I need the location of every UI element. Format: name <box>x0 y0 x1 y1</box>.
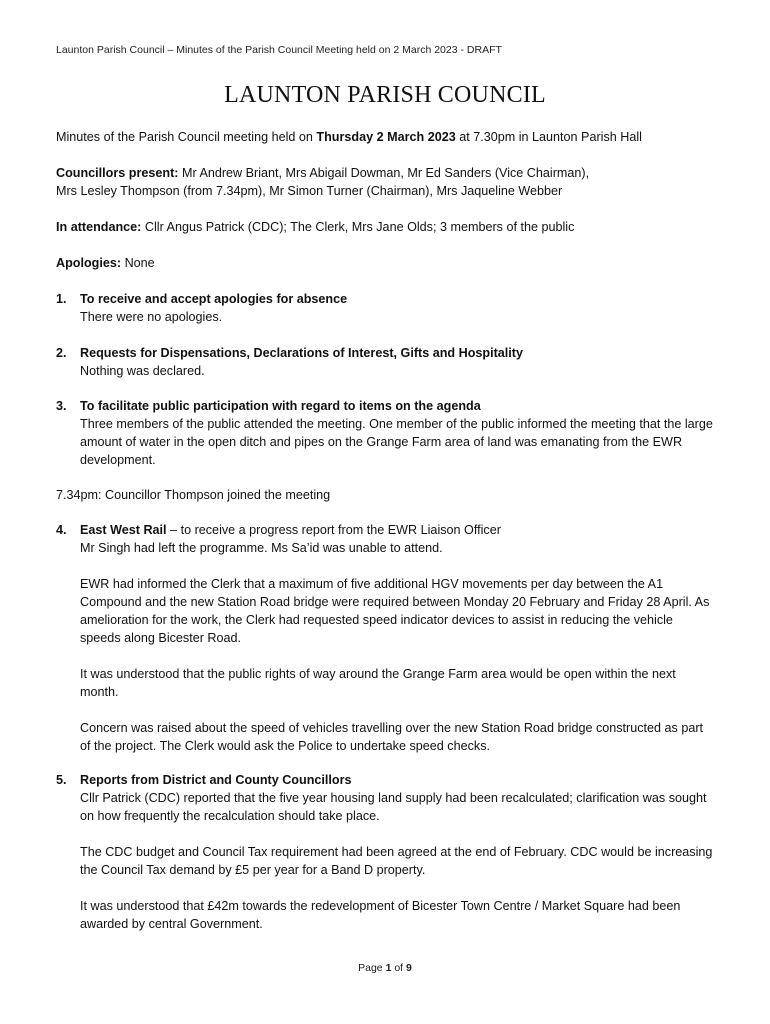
in-attendance <box>56 218 716 236</box>
item-number: 3. <box>56 399 67 413</box>
councillors-line-1: Mr Andrew Briant, Mrs Abigail Dowman, Mr Ed Sanders (Vice Chairman), <box>178 166 590 180</box>
councillors-line-2: Mrs Lesley Thompson (from 7.34pm), Mr Simon Turner (Chairman), Mrs Jaqueline Webber <box>56 184 563 198</box>
intro-location: at 7.30pm in Launton Parish Hall <box>455 130 642 144</box>
item-heading: Requests for Dispensations, Declarations of Interest, Gifts and Hospitality <box>80 346 523 360</box>
page-number: 1 <box>385 962 392 974</box>
page-of-label: of <box>391 962 407 974</box>
item-paragraph: It was understood that £42m towards the redevelopment of Bicester Town Centre / Market Square had been awarded by central Government. <box>80 899 681 931</box>
intro-text: Minutes of the Parish Council meeting held on <box>56 130 317 144</box>
item-text: Three members of the public attended the meeting. One member of the public informed the meeting that the large amount of water in the open ditch and pipes on the Grange Farm area of land was emanating from the EWR development. <box>80 417 713 467</box>
item-number: 4. <box>56 523 67 537</box>
attendance-label: In attendance: <box>56 220 142 234</box>
apologies-label: Apologies: <box>56 256 122 270</box>
item-heading: To facilitate public participation with regard to items on the agenda <box>80 399 481 413</box>
note-text: 7.34pm: Councillor Thompson joined the meeting <box>56 488 331 502</box>
meeting-intro <box>56 128 716 146</box>
document-title: LAUNTON PARISH COUNCIL <box>224 82 546 108</box>
councillors-present <box>56 164 716 200</box>
item-heading: To receive and accept apologies for absence <box>80 292 348 306</box>
agenda-item-2 <box>56 344 716 380</box>
attendance-text: Cllr Angus Patrick (CDC); The Clerk, Mrs Jane Olds; 3 members of the public <box>141 220 575 234</box>
item-paragraph: Concern was raised about the speed of vehicles travelling over the new Station Road bridge constructed as part of the project. The Clerk would ask the Police to undertake speed checks. <box>80 721 704 753</box>
item-text: Nothing was declared. <box>80 364 205 378</box>
item-heading-rest: – to receive a progress report from the EWR Liaison Officer <box>166 523 501 537</box>
item-heading: Reports from District and County Councillors <box>80 773 352 787</box>
agenda-item-3 <box>56 397 716 469</box>
running-header: Launton Parish Council – Minutes of the Parish Council Meeting held on 2 March 2023 - DRAFT <box>56 44 502 56</box>
page-label: Page <box>358 962 386 974</box>
page-footer <box>0 962 770 974</box>
apologies <box>56 254 716 272</box>
agenda-item-1 <box>56 290 716 326</box>
item-text: Cllr Patrick (CDC) reported that the five year housing land supply had been recalculated; clarification was sought on how frequently the recalculation should take place. <box>80 791 707 823</box>
item-text: There were no apologies. <box>80 310 223 324</box>
item-text: Mr Singh had left the programme. Ms Sa’id was unable to attend. <box>80 541 443 555</box>
item-paragraph: EWR had informed the Clerk that a maximum of five additional HGV movements per day between the A1 Compound and the new Station Road bridge were required between Monday 20 February and Friday 28 April. As amelioration for the work, the Clerk had requested speed indicator devices to assist in reducing the vehicle speeds along Bicester Road. <box>80 577 710 645</box>
councillors-label: Councillors present: <box>56 166 179 180</box>
item-number: 5. <box>56 773 67 787</box>
item-paragraph: The CDC budget and Council Tax requirement had been agreed at the end of February. CDC would be increasing the Council Tax demand by £5 per year for a Band D property. <box>80 845 713 877</box>
item-number: 2. <box>56 346 67 360</box>
apologies-text: None <box>121 256 155 270</box>
item-paragraph: It was understood that the public rights of way around the Grange Farm area would be open within the next month. <box>80 667 676 699</box>
page-total: 9 <box>406 962 412 974</box>
agenda-item-5 <box>56 771 716 933</box>
thompson-joined-note <box>56 486 716 504</box>
item-heading: East West Rail <box>80 523 167 537</box>
agenda-item-4 <box>56 521 716 755</box>
item-number: 1. <box>56 292 67 306</box>
meeting-date: Thursday 2 March 2023 <box>316 130 456 144</box>
